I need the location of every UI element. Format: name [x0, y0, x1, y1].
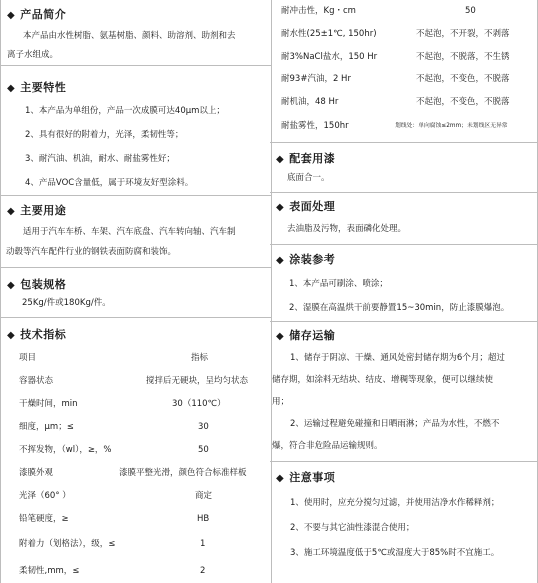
matching-text: 底面合一。: [287, 173, 330, 183]
table-row: 容器状态 搅拌后无硬块，呈均匀状态: [19, 376, 249, 386]
section-title: ◆ 包装规格: [7, 278, 67, 291]
storage-text: 1、储存于阴凉、干燥、通风处密封储存期为6个月；超过 储存期，如涂料无结块、结皮、增稠等现象，便可以继续使 用； 2、运输过程避免碰撞和日晒雨淋；产品为水性，不燃不 爆，符合非危险品运输规则。: [272, 353, 505, 451]
section-notes: [270, 461, 537, 583]
diamond-bullet-icon: ◆: [276, 202, 285, 213]
list-item: 1、本产品为单组份，产品一次成膜可达40μm以上；: [25, 106, 225, 116]
section-coating: [270, 244, 537, 322]
table-row: 干燥时间，min 30（110℃）: [19, 399, 226, 409]
section-matching: [270, 142, 537, 193]
diamond-bullet-icon: ◆: [7, 10, 16, 21]
diamond-bullet-icon: ◆: [7, 330, 16, 341]
notes-list: [290, 491, 499, 566]
section-storage: [270, 321, 537, 462]
surface-text: 去油脂及污物，表面磷化处理。: [287, 224, 407, 234]
section-title: ◆ 涂装参考: [276, 253, 336, 266]
section-title: ◆ 储存运输: [276, 329, 336, 342]
right-column: [270, 0, 538, 583]
diamond-bullet-icon: ◆: [276, 154, 285, 165]
section-title: ◆ 配套用漆: [276, 152, 336, 165]
table-row: 铅笔硬度，≥ HB: [19, 514, 210, 524]
table-row: 柔韧性,mm，≤ 2: [19, 566, 206, 576]
diamond-bullet-icon: ◆: [7, 280, 16, 291]
section-title: ◆ 产品简介: [7, 8, 67, 21]
list-item: 3、施工环境温度低于5℃或湿度大于85%时不宜施工。: [290, 548, 500, 558]
coating-list: [289, 272, 509, 320]
diamond-bullet-icon: ◆: [276, 255, 285, 266]
list-item: 4、产品VOC含量低，属于环境友好型涂料。: [25, 178, 194, 188]
diamond-bullet-icon: ◆: [276, 331, 285, 342]
usage-text: 适用于汽车车桥、车架、汽车底盘、汽车转向轴、汽车制 动毂等汽车配件行业的钢铁表面防腐和装饰。: [6, 227, 236, 257]
table-row: 细度，μm；≤ 30: [19, 422, 209, 432]
section-title: ◆ 主要用途: [7, 204, 67, 217]
section-title: ◆ 主要特性: [7, 81, 67, 94]
list-item: 1、本产品可刷涂、喷涂；: [289, 279, 388, 289]
table-row: 耐93#汽油，2 Hr 不起泡，不变色，不脱落: [281, 74, 510, 84]
intro-text: 本产品由水性树脂、氨基树脂、颜料、助溶剂、助剂和去 离子水组成。: [7, 31, 236, 60]
list-item: 1、使用时，应充分搅匀过滤，并使用洁净水作稀释剂；: [290, 498, 500, 508]
table-row: 光泽（60° ） 商定: [19, 491, 213, 501]
table-row: 耐机油，48 Hr 不起泡，不变色，不脱落: [281, 97, 510, 107]
diamond-bullet-icon: ◆: [276, 473, 285, 484]
section-packaging: [1, 267, 271, 318]
list-item: 2、不要与其它油性漆混合使用；: [290, 523, 415, 533]
section-title: ◆ 表面处理: [276, 200, 336, 213]
packaging-text: 25Kg/件或180Kg/件。: [22, 298, 111, 308]
table-row: 漆膜外观 漆膜平整光滑，颜色符合标准样板: [19, 468, 247, 478]
section-intro: [1, 0, 271, 66]
list-item: 2、湿膜在高温烘干前要静置15~30min，防止漆膜爆泡。: [289, 303, 510, 313]
diamond-bullet-icon: ◆: [7, 83, 16, 94]
section-features: [1, 65, 271, 196]
table-row: 耐3%NaCl盐水，150 Hr 不起泡，不脱落，不生锈: [281, 52, 510, 62]
diamond-bullet-icon: ◆: [7, 206, 16, 217]
table-row: 耐冲击性，Kg・cm 50: [281, 6, 476, 16]
list-item: 2、具有很好的附着力，光泽，柔韧性等；: [25, 130, 184, 140]
section-surface: [270, 192, 537, 245]
list-item: 3、耐汽油、机油，耐水、耐盐雾性好；: [25, 154, 175, 164]
section-resistance: [270, 0, 537, 143]
table-row: 附着力（划格法），级，≤ 1: [19, 539, 206, 549]
section-title: ◆ 技术指标: [7, 328, 67, 341]
section-usage: [1, 195, 271, 268]
section-specs: [1, 317, 271, 583]
table-row: 耐盐雾性，150hr 划线处：单向腐蚀≤2mm；未划线区无异常: [281, 121, 508, 131]
table-row: 项目 指标: [19, 353, 209, 363]
features-list: [25, 99, 225, 195]
table-row: 耐水性(25±1℃, 150hr) 不起泡，不开裂，不剥落: [281, 29, 510, 39]
table-row: 不挥发物，（wl），≥，% 50: [19, 445, 209, 455]
section-title: ◆ 注意事项: [276, 471, 336, 484]
